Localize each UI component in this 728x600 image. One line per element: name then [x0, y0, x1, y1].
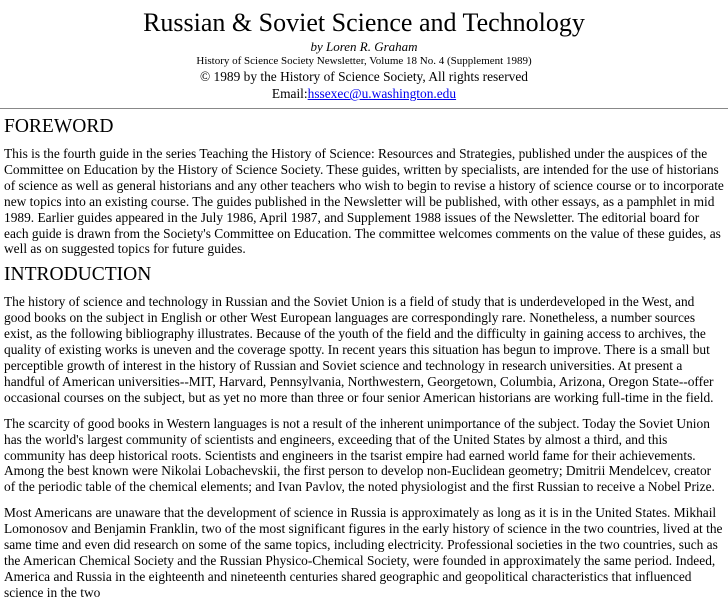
copyright-line: © 1989 by the History of Science Society, All rights reserved	[199, 69, 528, 84]
foreword-heading: FOREWORD	[4, 116, 114, 137]
email-link[interactable]: hssexec@u.washington.edu	[307, 86, 457, 101]
page-title: Russian & Soviet Science and Technology	[143, 8, 585, 37]
introduction-paragraph-1: The history of science and technology in Russian and the Soviet Union is a field of study that is underdeveloped in the West, and good books on the subject in English or other West European languages are correspondingly rare. Nonetheless, a number sources exist, as the following bibliography illustrates. Because of the youth of the field and the difficulty in gaining access to archives, the quality of existing works is uneven and the coverage spotty. In recent years this situation has begun to improve. There is a small but perceptible growth of interest in the history of Russian and Soviet science and technology in research universities. At present a handful of American universities--MIT, Harvard, Pennsylvania, Northwestern, Georgetown, Columbia, Arizona, Oregon State--offer occasional courses on the subject, but as yet no more than three or four senior American historians are working full-time in the field.	[4, 294, 714, 405]
source-line: History of Science Society Newsletter, Volume 18 No. 4 (Supplement 1989)	[196, 55, 532, 67]
author-line: by Loren R. Graham	[310, 39, 418, 54]
introduction-paragraph-2: The scarcity of good books in Western languages is not a result of the inherent unimportance of the subject. Today the Soviet Union has the world's largest community of scientists and engineers, exceeding that of the United States by almost a third, and this community has deep historical roots. Scientists and engineers in the tsarist empire had earned world fame for their achievements. Among the best known were Nikolai Lobachevskii, the first person to develop non-Euclidean geometry; Dmitrii Mendelcev, creator of the periodic table of the chemical elements; and Ivan Pavlov, the noted physiologist and the first Russian to receive a Nobel Prize.	[4, 415, 715, 495]
introduction-paragraph-3: Most Americans are unaware that the development of science in Russia is approximately as long as it is in the United States. Mikhail Lomonosov and Benjamin Franklin, two of the most significant figures in the early history of science in the two countries, lived at the same time and even did research on some of the same topics, including electricity. Professional societies in the two countries, such as the American Chemical Society and the Russian Physico-Chemical Society, were founded in approximately the same period. Indeed, America and Russia in the eighteenth and nineteenth centuries shared geographic and geopolitical characteristics that influenced science in the two	[4, 505, 723, 600]
introduction-heading: INTRODUCTION	[4, 264, 152, 286]
header-divider	[0, 108, 728, 109]
email-line	[0, 85, 728, 102]
email-label: Email:	[271, 86, 308, 101]
foreword-paragraph: This is the fourth guide in the series Teaching the History of Science: Resources and Strategies, published under the auspices of the Committee on Education by the History of Science Society. These guides, written by specialists, are intended for the use of historians of science as well as general historians and any other teachers who wish to begin to revise a history of science course or to incorporate new topics into an existing course. The guides published in the Newsletter will be published, with other essays, as a pamphlet in mid 1989. Earlier guides appeared in the July 1986, April 1987, and Supplement 1988 issues of the Newsletter. The editorial board for each guide is drawn from the Society's Committee on Education. The committee welcomes comments on the value of these guides, as well as on suggested topics for future guides.	[4, 146, 724, 257]
document-header	[0, 0, 728, 102]
